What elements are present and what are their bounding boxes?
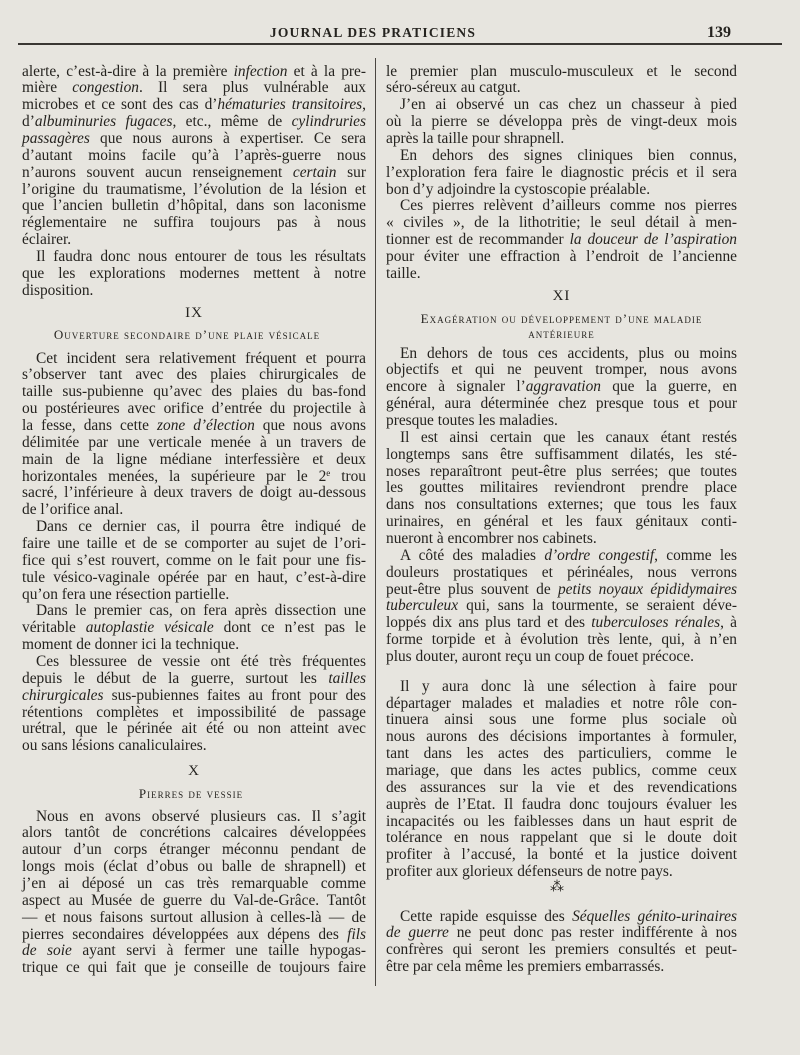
text-run: microbes et ce sont des cas d’ <box>22 96 218 114</box>
text-line: plus douter, auront reçu un coup de fouet précoce. <box>386 648 694 666</box>
text-line: Nous en avons observé plusieurs cas. Il s’agit <box>36 807 366 825</box>
page-number: 139 <box>707 24 731 41</box>
text-line: trique ce qui fait que je conseille de toujours faire <box>22 959 366 977</box>
text-run: que nous avons <box>254 417 367 434</box>
text-line: l’exploration fera faire le diagnostic précis et il sera <box>386 163 737 181</box>
italic-text: congestion <box>72 79 139 97</box>
conclusion-text <box>386 909 737 976</box>
section-xi-text <box>386 346 737 881</box>
text-run: tionner est de recommander <box>386 231 570 249</box>
text-line: confrères qui seront les premiers consultés et peut- <box>386 941 737 959</box>
text-run: mière <box>22 79 73 97</box>
paragraph <box>22 351 366 520</box>
text-line: s’observer tant avec des plaies chirurgicales de <box>22 366 366 384</box>
left-column <box>22 0 366 1055</box>
italic-text: de soie <box>22 942 72 960</box>
text-line <box>386 582 737 599</box>
text-line: tant dans les actes des particuliers, comme le <box>386 745 737 763</box>
text-run: la fesse, dans cette <box>22 417 158 434</box>
text-line <box>22 64 366 81</box>
text-line: Cet incident sera relativement fréquent et pourra <box>36 349 366 367</box>
section-ix-text <box>22 351 366 756</box>
text-line: taille sus-pubienne qu’avec des plaies du bas-fond <box>22 383 366 401</box>
text-line: dans nos consultations externes; que tous les faux <box>386 496 737 514</box>
italic-text: tailles <box>328 669 366 687</box>
section-title <box>386 311 737 341</box>
text-run: qui, sans la tourmente, se seraient déve- <box>458 597 737 615</box>
text-line: l’origine du traumatisme, l’évolution de la lésion et <box>22 180 366 198</box>
paragraph <box>22 809 366 978</box>
text-line: Ces pierres relèvent d’ailleurs comme nos pierres <box>400 197 737 215</box>
text-line <box>22 688 366 705</box>
text-line: tule vésico-vaginale opérée par en haut, c’est-à-dire <box>22 568 366 586</box>
text-line: pour éviter une effraction à l’endroit de l’ancienne <box>386 248 737 266</box>
right-column <box>386 0 737 1055</box>
text-line: moment de donner ici la technique. <box>22 636 240 654</box>
italic-text: autoplastie vésicale <box>85 619 214 637</box>
text-line <box>22 165 366 182</box>
journal-title: JOURNAL DES PRATICIENS <box>269 25 477 40</box>
italic-text: certain <box>292 163 337 181</box>
paragraph <box>22 249 366 300</box>
text-line: tolérance en nous rappelant que si le doute doit <box>386 829 737 847</box>
text-line: urétral, que le périnée ait été ou non atteint avec <box>22 720 366 738</box>
paragraph <box>386 64 737 98</box>
text-line: Ces blessuree de vessie ont été très fréquentes <box>36 653 366 671</box>
text-line <box>386 379 737 396</box>
intro-text <box>22 64 366 300</box>
text-line: mariage, que dans les actes publics, comme ceux <box>386 761 737 779</box>
italic-text: Séquelles génito-urinaires <box>572 907 737 925</box>
section-title-line: Exagération ou développement d’une maladie <box>420 310 703 326</box>
italic-text: fils <box>347 925 366 943</box>
text-run: que la guerre, en <box>600 378 737 396</box>
text-line: taille. <box>386 264 421 282</box>
text-line: d’autant moins facile qu’à l’après-guerre nous <box>22 146 366 164</box>
column-divider <box>375 58 376 986</box>
italic-text: d’ordre congestif <box>544 546 655 564</box>
text-line: Il y aura donc là une sélection à faire pour <box>400 677 737 695</box>
italic-text: aggravation <box>525 378 601 396</box>
text-line: J’en ai observé un cas chez un chasseur à pied <box>400 96 737 114</box>
text-line: « civiles », de la lithotritie; le seul détail à men- <box>386 214 737 232</box>
text-line: Il faudra donc nous entourer de tous les résultats <box>36 248 366 266</box>
paragraph <box>386 346 737 430</box>
text-line <box>386 232 737 249</box>
section-title: Pierres de vessie <box>138 785 244 801</box>
text-line <box>386 598 737 615</box>
text-run: A côté des maladies <box>400 546 545 564</box>
paragraph <box>22 654 366 755</box>
paragraph <box>22 603 366 654</box>
text-line: profiter aux glorieux défenseurs de notre pays. <box>386 863 673 881</box>
section-x-text <box>22 809 366 978</box>
text-line: auprès de l’Etat. Il faudra donc toujours évaluer les <box>386 795 737 813</box>
text-run: véritable <box>22 619 86 637</box>
text-line: nous aurons des décisions importantes à formuler, <box>386 728 737 746</box>
italic-text: tuberculoses rénales <box>591 614 721 632</box>
text-line: alors tantôt de concrétions calcaires développées <box>22 824 366 842</box>
text-line: des assurances sur la vie et des revendications <box>386 778 737 796</box>
section-numeral: X <box>188 762 200 779</box>
superscript: e <box>326 467 331 478</box>
text-line <box>22 620 366 637</box>
text-run: loppés dix ans plus tard et des <box>386 614 592 632</box>
italic-text: passagères <box>22 130 90 147</box>
text-run: sur <box>336 163 366 181</box>
italic-text: la douceur de l’aspiration <box>569 231 737 249</box>
text-run: horizontales menées, la supérieure par le 2 <box>22 467 327 485</box>
text-run: , à <box>720 614 737 632</box>
text-line <box>386 615 737 632</box>
paragraph <box>22 64 366 249</box>
text-line <box>22 469 366 486</box>
italic-text: albuminuries fugaces <box>34 113 173 131</box>
text-line: j’en ai déposé un cas très remarquable comme <box>22 875 366 892</box>
text-line: fice qui s’est rouvert, comme on le fait pour une fis- <box>22 551 366 569</box>
text-run: , comme les <box>654 546 737 564</box>
paragraph <box>386 148 737 199</box>
text-line: profiter à l’accusé, la bonté et la justice doivent <box>386 846 737 864</box>
italic-text: tuberculeux <box>386 597 459 615</box>
text-line: — et nous faisons surtout allusion à celles-là — de <box>22 908 366 926</box>
italic-text: petits noyaux épididymaires <box>557 580 738 598</box>
text-line: Il est ainsi certain que les canaux étant restés <box>400 428 737 446</box>
italic-text: zone d’élection <box>157 417 255 434</box>
section-separator: ⁂ <box>550 879 564 895</box>
text-line <box>22 114 366 131</box>
text-line <box>22 131 366 148</box>
section-x-continued-text <box>386 64 737 283</box>
paragraph <box>386 909 737 976</box>
section-title: Ouverture secondaire d’une plaie vésicale <box>53 326 321 342</box>
text-run: Cette rapide esquisse des <box>400 907 573 925</box>
text-run: , <box>362 96 366 114</box>
text-run: peut-être plus souvent de <box>386 580 558 598</box>
paragraph <box>386 198 737 282</box>
text-line: être par cela même les premiers embarrassés. <box>386 958 665 976</box>
text-line <box>22 671 366 688</box>
paragraph <box>386 430 737 548</box>
text-line: où la pierre se développa près de vingt-deux mois <box>386 113 737 131</box>
text-line: douleurs prostatiques et périnéales, nous verrons <box>386 563 737 581</box>
text-line: délimitée par une verticale menée à un travers de <box>22 433 366 451</box>
italic-text: cylindruries <box>291 113 366 131</box>
italic-text: chirurgicales <box>22 686 104 704</box>
text-run: sus-pubiennes faites au front pour des <box>103 686 366 704</box>
text-run: n’aurons souvent aucun renseignement <box>22 163 293 181</box>
text-line: que les explorations modernes mettent à notre <box>22 264 366 282</box>
text-line: éclairer. <box>22 231 72 249</box>
text-line: départager malades et maladies et notre rôle con- <box>386 694 737 712</box>
text-run: . Il sera plus vulnérable aux <box>138 79 367 97</box>
text-line: tinuera ainsi sous une forme plus sociale où <box>386 711 737 729</box>
text-run: et à la pre- <box>287 62 366 80</box>
text-line: aspect au Musée de guerre du Val-de-Grâce. Tantôt <box>22 891 366 909</box>
text-run: alerte, c’est-à-dire à la première <box>22 62 234 80</box>
text-line: forme torpide et à évolution très lente, qui, à n’en <box>386 631 737 649</box>
italic-text: infection <box>233 62 288 80</box>
section-numeral: XI <box>552 287 571 304</box>
text-line: bon d’y adjoindre la cystoscopie préalable. <box>386 180 651 198</box>
text-line: rétentions complètes et impossibilité de passage <box>22 703 366 721</box>
italic-text: hématuries transitoires <box>217 96 363 114</box>
text-line: main de la ligne médiane interfessière et deux <box>22 450 366 468</box>
text-line: que l’ancien bulletin d’hôpital, dans son laconisme <box>22 197 366 215</box>
text-line: En dehors des signes cliniques bien connus, <box>400 146 737 164</box>
text-line: urinaires, en général et les faux génitaux conti- <box>386 513 737 531</box>
paragraph <box>22 519 366 603</box>
text-line <box>22 80 366 97</box>
text-line: noses reparaîtront peut-être plus serrées; que toutes <box>386 462 737 480</box>
text-line: séro-séreux au catgut. <box>386 79 521 97</box>
text-line: autour d’un corps étranger méconnu pendant de <box>22 841 366 859</box>
text-run: ayant servi à fermer une taille hypogas- <box>71 942 366 960</box>
text-line: ou postérieures avec orifice d’entrée du projectile à <box>22 400 366 418</box>
italic-text: de guerre <box>386 924 449 942</box>
text-line <box>386 548 737 565</box>
text-run: que nous aurons à expertiser. Ce sera <box>89 130 366 147</box>
text-run: trou <box>330 467 366 485</box>
section-title-line: antérieure <box>528 325 595 341</box>
text-run: ne peut donc pas rester indifférente à nos <box>448 924 737 942</box>
text-line <box>22 927 366 944</box>
text-line <box>22 943 366 960</box>
text-line: nueront à encombrer nos cabinets. <box>386 530 597 548</box>
text-line: longs mois (éclat d’obus ou balle de shrapnell) et <box>22 858 366 876</box>
text-run: dont ce n’est pas le <box>213 619 367 637</box>
text-line: qu’on fera une résection partielle. <box>22 585 230 603</box>
text-line: les gouttes militaires reviendront prendre place <box>386 479 737 497</box>
text-run: pierres secondaires développées aux dépens des <box>22 925 348 943</box>
text-line: En dehors de tous ces accidents, plus ou moins <box>400 344 737 362</box>
text-run: , etc., même de <box>172 113 292 131</box>
text-line: faire une taille et de se comporter au sujet de l’ori- <box>22 535 366 553</box>
text-line <box>386 909 737 926</box>
text-line <box>22 418 366 435</box>
text-line: général, aura déterminée chez presque tous et pour <box>386 395 737 413</box>
text-line <box>386 925 737 942</box>
text-line: longtemps sans être suffisamment dilatés, les sté- <box>386 445 737 463</box>
text-line: réglementaire ne suffira toujours pas à nous <box>22 214 366 232</box>
text-run: encore à signaler l’ <box>386 378 526 396</box>
text-line <box>22 97 366 114</box>
text-line: disposition. <box>22 281 94 299</box>
paragraph <box>386 97 737 148</box>
section-numeral: IX <box>185 304 203 321</box>
text-line: ou sans lésions canaliculaires. <box>22 737 207 755</box>
text-run: depuis le début de la guerre, surtout les <box>22 669 329 687</box>
text-line: Dans ce dernier cas, il pourra être indiqué de <box>36 518 366 536</box>
text-line: Dans le premier cas, on fera après dissection une <box>36 602 366 620</box>
text-line: presque toutes les maladies. <box>386 412 558 429</box>
text-run: d’ <box>22 113 35 131</box>
text-line: objectifs et qui ne peuvent tromper, nous avons <box>386 361 737 379</box>
text-line: sacré, l’inférieure à deux travers de doigt au-dessous <box>22 484 366 502</box>
paragraph <box>386 679 737 881</box>
text-line: de l’orifice anal. <box>22 501 124 519</box>
text-line: le premier plan musculo-musculeux et le second <box>386 62 737 80</box>
paragraph <box>386 548 737 666</box>
text-line: après la taille pour shrapnell. <box>386 130 565 147</box>
text-line: incapacités ou les faiblesses dans un haut esprit de <box>386 812 737 830</box>
